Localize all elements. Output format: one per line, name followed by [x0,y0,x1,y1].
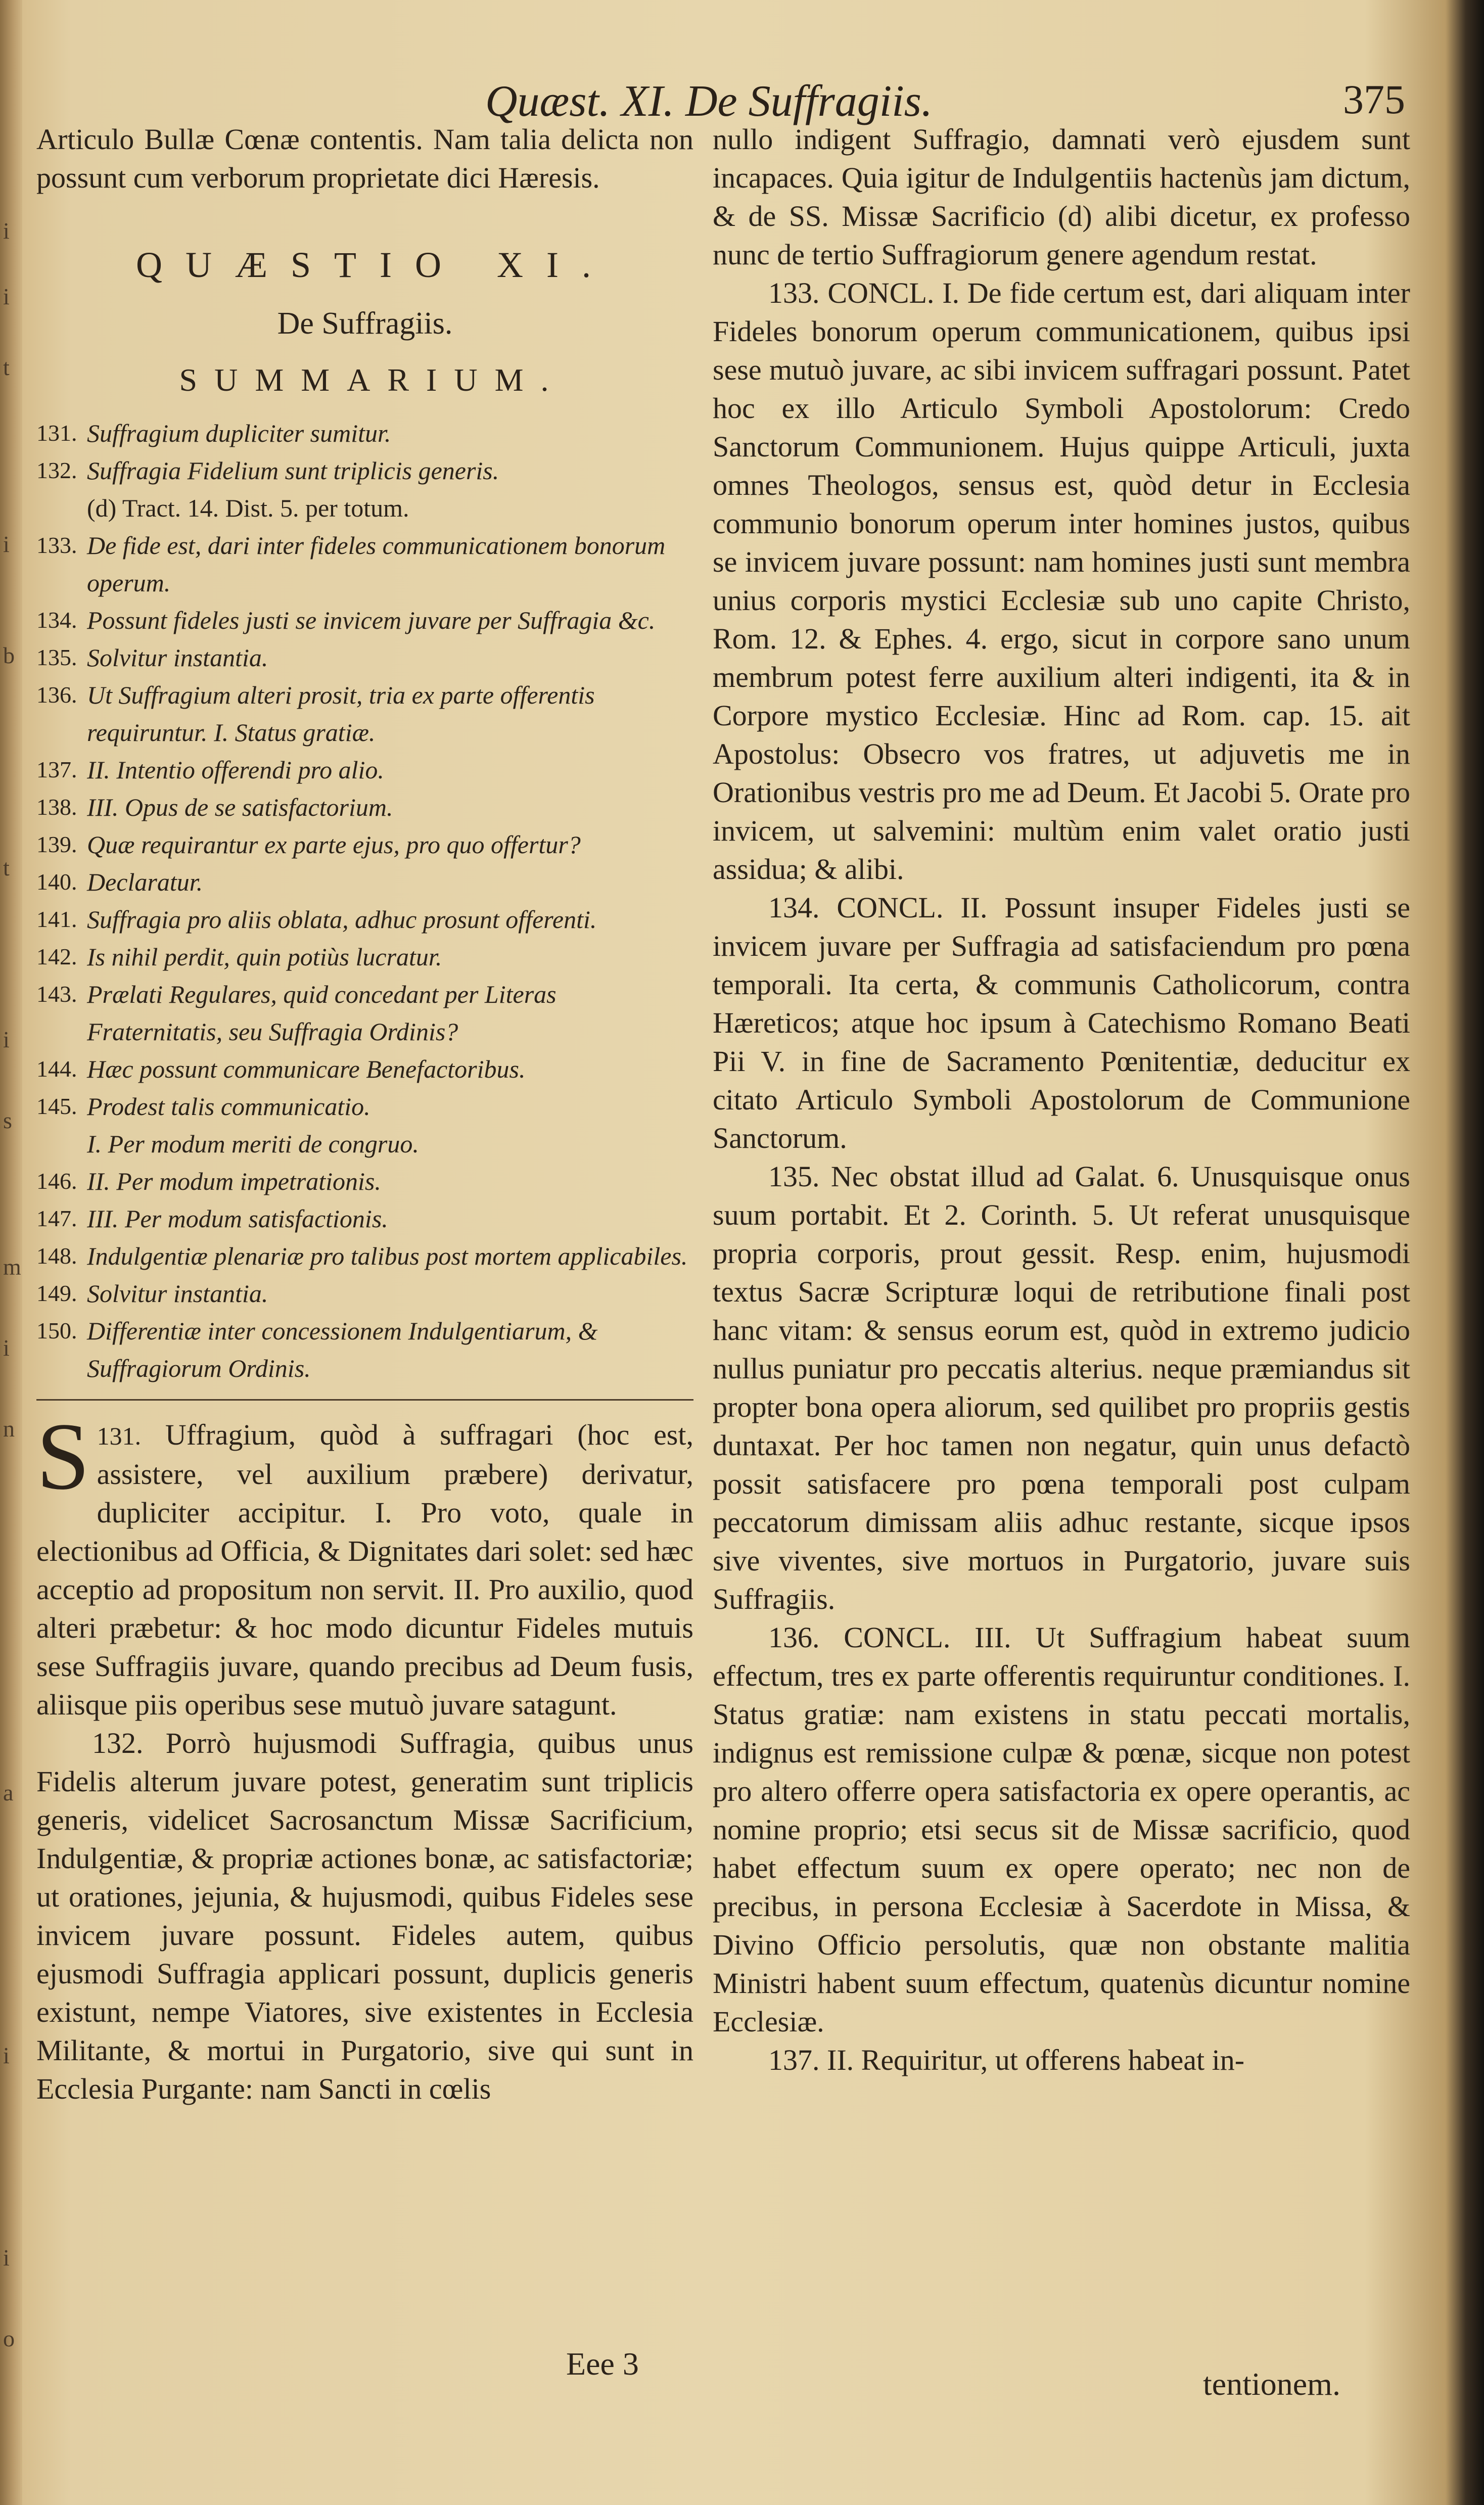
margin-glyph: i [3,2043,10,2068]
continued-text: Articulo Bullæ Cœnæ contentis. Nam talia delicta non possunt cum verborum proprietate dici Hæresis. [36,123,693,194]
summary-item: 133. De fide est, dari inter fideles communicationem bonorum operum. [36,531,666,597]
paragraph-134: 134. CONCL. II. Possunt insuper Fideles justi se invicem juvare per Suffragia ad satisfaciendum pro pœna temporali. Ita certa, & communis Catholicorum, contra Hæreticos; atque hoc ipsum à Catechismo Romano Beati Pii V. in fine de Sacramento Pœnitentiæ, deducitur ex citato Articulo Symboli Apostolorum de Communione Sanctorum. [713,891,1410,1154]
margin-glyph: i [3,1027,10,1052]
quaestio-subtitle: De Suffragiis. [277,306,453,341]
summary-item: 136. Ut Suffragium alteri prosit, tria ex parte offerentis requiruntur. I. Status gratiæ. [36,681,595,747]
summary-item: 149. Solvitur instantia. [36,1279,268,1308]
margin-glyph: t [3,354,10,380]
summary-list [36,414,693,1387]
summary-item: 131. Suffragium dupliciter sumitur. [36,419,391,447]
page-number: 375 [1343,76,1405,122]
paragraph-136: 136. CONCL. III. Ut Suffragium habeat suum effectum, tres ex parte offerentis requiruntur conditiones. I. Status gratiæ: nam existens in statu peccati mortalis, indignus est remissione culpæ & pœnæ, sicque non potest pro altero offerre opera satisfactoria ex opere operantis, ac nomine proprio; etsi secus sit de Missæ sacrificio, quod habet effectum suum ex opere operato; nec non de precibus, in persona Ecclesiæ à Sacerdote in Missa, & Divino Officio persolutis, quæ non obstante malitia Ministri habent suum effectum, quatenùs dicuntur nomine Ecclesiæ. [713,1621,1410,2038]
facing-page-edge [0,0,22,2505]
summary-item: 146. II. Per modum impetrationis. [36,1167,381,1195]
summary-item: 139. Quæ requirantur ex parte ejus, pro quo offertur? [36,830,581,859]
summary-item: I. Per modum meriti de congruo. [87,1130,419,1158]
summary-item: 138. III. Opus de se satisfactorium. [36,793,393,821]
margin-glyph: i [3,218,10,244]
margin-glyph: n [3,1416,15,1442]
margin-glyph: b [3,642,15,668]
summary-item: 148. Indulgentiæ plenariæ pro talibus post mortem applicabiles. [36,1242,688,1270]
summary-item: 141. Suffragia pro aliis oblata, adhuc prosunt offerenti. [36,905,597,934]
summary-item: 135. Solvitur instantia. [36,643,268,672]
margin-glyph: i [3,2245,10,2270]
margin-glyph: i [3,531,10,557]
right-column [713,120,1410,2079]
margin-glyph: s [3,1107,12,1133]
footnote: (d) Tract. 14. Dist. 5. per totum. [87,494,409,522]
margin-glyph: i [3,284,10,309]
summary-item: 144. Hæc possunt communicare Benefactoribus. [36,1055,526,1083]
running-title: Quæst. XI. De Suffragiis. [485,77,933,126]
paragraph-132: 132. Porrò hujusmodi Suffragia, quibus unus Fidelis alterum juvare potest, generatim sunt triplicis generis, videlicet Sacrosanctum Missæ Sacrificium, Indulgentiæ, & propriæ actiones bonæ, ac satisfactoriæ; ut orationes, jejunia, & hujusmodi, quibus Fideles sese invicem juvare possunt. Fideles autem, quibus ejusmodi Suffragia applicari possunt, duplicis generis existunt, nempe Viatores, sive existentes in Ecclesia Militante, & mortui in Purgatorio, sive qui sunt in Ecclesia Purgante: nam Sancti in cœlis [36,1727,693,2105]
left-column [36,120,693,2108]
summary-item: 143. Prælati Regulares, quid concedant per Literas Fraternitatis, seu Suffragia Ordinis? [36,980,556,1046]
summary-item: 134. Possunt fideles justi se invicem juvare per Suffragia &c. [36,606,656,634]
continued-text: nullo indigent Suffragio, damnati verò ejusdem sunt incapaces. Quia igitur de Indulgentiis hactenùs jam dictum, & de SS. Missæ Sacrificio (d) alibi dicetur, ex professo nunc de tertio Suffragiorum genere agendum restat. [713,123,1410,271]
summary-item: 145. Prodest talis communicatio. [36,1092,370,1121]
summary-item: 150. Differentiæ inter concessionem Indulgentiarum, & Suffragiorum Ordinis. [36,1317,598,1382]
margin-glyph: i [3,1335,10,1361]
paragraph-135: 135. Nec obstat illud ad Galat. 6. Unusquisque onus suum portabit. Et 2. Corinth. 5. Ut referat unusquisque propria corporis, prout gessit. Resp. enim, hujusmodi textus Sacræ Scripturæ loqui de retributione finali post hanc vitam: & sensus eorum est, quòd in extremo judicio nullus puniatur pro peccatis alterius. neque præmiandus sit propter bona opera aliorum, sed quilibet pro propriis gestis duntaxat. Per hoc tamen non negatur, quin unus defactò possit satisfacere pro pœna temporali post culpam peccatorum dimissam aliis adhuc restante, sicque ipsos sive viventes, sive mortuos in Purgatorio, juvare suis Suffragiis. [713,1160,1410,1615]
margin-glyph: a [3,1780,14,1805]
section-divider [36,1399,693,1401]
summary-item: 132. Suffragia Fidelium sunt triplicis generis. [36,456,499,485]
paragraph-number: 131. [97,1422,142,1450]
paragraph-137: 137. II. Requiritur, ut offerens habeat in- [768,2044,1245,2076]
paragraph-text: Uffragium, quòd à suffragari (hoc est, assistere, vel auxilium præbere) derivatur, dupliciter accipitur. I. Pro voto, quale in electionibus ad Officia, & Dignitates dari solet: sed hæc acceptio ad propositum non servit. II. Pro auxilio, quod alteri præbetur: & hoc modo dicuntur Fideles mutuis sese Suffragiis juvare, quando precibus ad Deum fusis, aliisque piis operibus sese mutuò juvare satagunt. [36,1418,693,1721]
paragraph-133: 133. CONCL. I. De fide certum est, dari aliquam inter Fideles bonorum operum communicationem, quibus ipsi sese mutuò juvare, ac sibi invicem suffragari possunt. Patet hoc ex illo Articulo Symboli Apostolorum: Credo Sanctorum Communionem. Hujus quippe Articuli, juxta omnes Theologos, sensus est, quòd detur in Ecclesia communio bonorum operum inter homines justos, quibus se invicem juvare possunt: nam homines justi sunt membra unius corporis mystici Ecclesiæ sub uno capite Christo, Rom. 12. & Ephes. 4. ergo, sicut in corpore sano unum membrum potest ferre auxilium alteri indigenti, ita & in Corpore mystico Ecclesiæ. Hinc ad Rom. cap. 15. ait Apostolus: Obsecro vos fratres, ut adjuvetis me in Orationibus vestris pro me ad Deum. Et Jacobi 5. Orate pro invicem, ut salvemini: multùm enim valet oratio justi assidua; & alibi. [713,276,1410,886]
signature-mark: Eee 3 [566,2346,639,2382]
quaestio-title: QUÆSTIO XI. [136,245,614,285]
summary-item: 147. III. Per modum satisfactionis. [36,1204,388,1233]
summarium-title: SUMMARIUM. [179,362,566,398]
margin-glyph: t [3,855,10,880]
margin-glyph: m [3,1254,21,1280]
catchword: tentionem. [1203,2366,1340,2402]
summary-item: 140. Declaratur. [36,868,203,896]
margin-glyph: o [3,2326,15,2351]
summary-item: 137. II. Intentio offerendi pro alio. [36,756,384,784]
summary-item: 142. Is nihil perdit, quin potiùs lucratur. [36,943,442,971]
paragraph-131 [36,1404,693,1724]
drop-capital: S [36,1404,90,1510]
